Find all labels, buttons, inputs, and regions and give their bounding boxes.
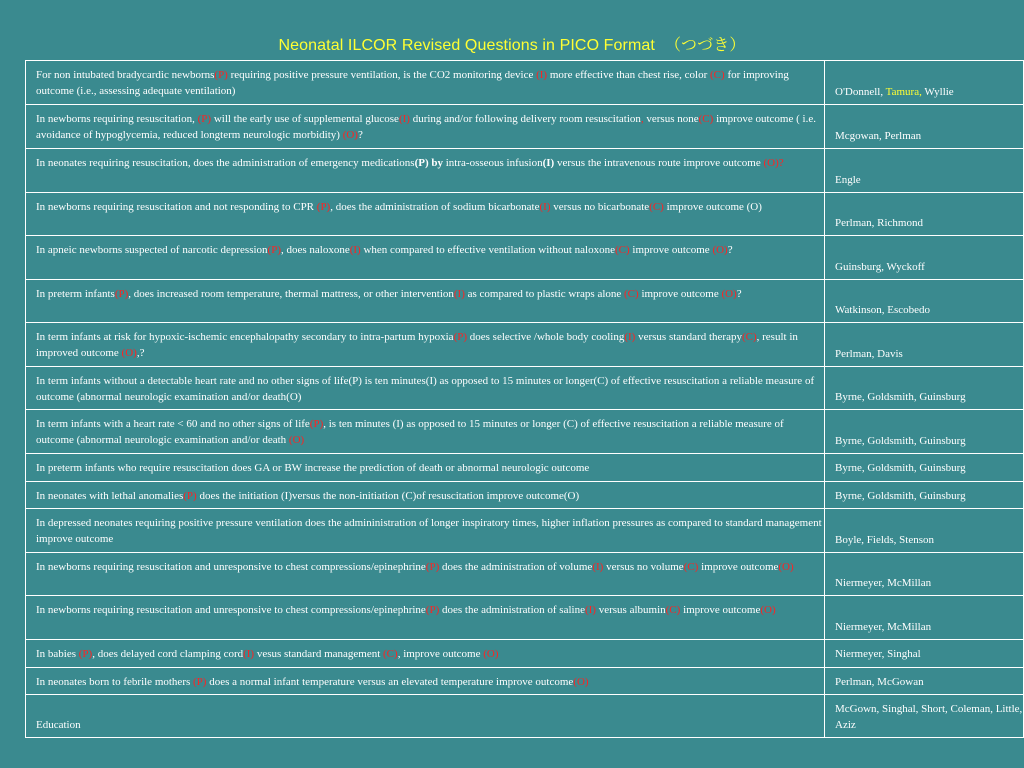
text-segment: Niermeyer, McMillan — [835, 620, 932, 633]
text-segment: In neonates requiring resuscitation, does the administration of emergency medications — [36, 157, 415, 169]
pico-marker: (P) — [453, 331, 468, 343]
pico-marker: (I) — [536, 69, 548, 81]
pico-marker: (P) by — [414, 157, 443, 169]
question-cell — [26, 193, 825, 236]
pico-marker: (C) — [665, 604, 681, 616]
text-segment: , does delayed cord clamping cord — [92, 648, 244, 660]
authors-cell — [825, 61, 1024, 105]
authors-cell — [825, 149, 1024, 193]
text-segment: In depressed neonates requiring positive pressure ventilation does the admininistration of longer inspiratory times, higher inflation pressures as compared to standard management improve outcome — [36, 517, 822, 545]
text-segment: Perlman, Davis — [835, 347, 903, 360]
authors-cell — [825, 367, 1024, 410]
highlighted-author: Tamura, — [885, 85, 922, 98]
table-row — [26, 667, 1024, 695]
pico-marker: (O) — [721, 288, 737, 300]
text-segment: In term infants without a detectable heart rate and no other signs of life(P) is ten minutes(I) as opposed to 15 minutes or longer(C) of effective resuscitation a reliable measure of outcome (abnormal neurologic examination and/or death(O) — [36, 375, 815, 403]
table-row — [26, 481, 1024, 509]
text-segment: , does the administration of sodium bicarbonate — [330, 201, 540, 213]
text-segment: Niermeyer, McMillan — [835, 576, 932, 589]
authors-cell — [825, 695, 1024, 738]
text-segment: O'Donnell, — [835, 85, 886, 98]
text-segment: ? — [357, 128, 363, 141]
text-segment: ? — [727, 244, 733, 256]
text-segment: In neonates born to febrile mothers — [36, 675, 194, 688]
text-segment: In apneic newborns suspected of narcotic depression — [36, 244, 268, 256]
table-row — [26, 367, 1024, 410]
text-segment: when compared to effective ventilation without naloxone — [360, 244, 615, 256]
pico-marker: (O) — [342, 128, 358, 141]
slide-title — [0, 32, 1024, 55]
text-segment: versus albumin — [595, 604, 666, 616]
text-segment: during and/or following delivery room resuscitation — [409, 113, 641, 125]
text-segment: Guinsburg, Wyckoff — [835, 260, 925, 273]
pico-marker: (P) — [183, 489, 197, 502]
pico-marker: (O) — [483, 648, 499, 660]
table-row — [26, 596, 1024, 640]
authors-cell — [825, 323, 1024, 367]
question-cell — [26, 105, 825, 149]
text-segment: versus the intravenous route improve outcome — [554, 157, 764, 169]
text-segment: Byrne, Goldsmith, Guinsburg — [835, 390, 966, 403]
text-segment: versus none — [643, 113, 699, 125]
text-segment: , result in improved outcome — [36, 331, 798, 359]
pico-marker: (O)? — [763, 157, 784, 169]
pico-marker: (P) — [78, 648, 93, 660]
pico-marker: (O) — [760, 604, 776, 616]
question-cell — [26, 410, 825, 454]
question-cell — [26, 553, 825, 596]
question-cell — [26, 323, 825, 367]
pico-marker: (C) — [741, 331, 757, 343]
text-segment: Mcgowan, Perlman — [835, 129, 922, 142]
text-segment: In neonates with lethal anomalies — [36, 489, 184, 502]
authors-cell — [825, 509, 1024, 553]
authors-cell — [825, 481, 1024, 509]
text-segment: In babies — [36, 648, 79, 660]
text-segment: In term infants with a heart rate < 60 and no other signs of life — [36, 418, 310, 430]
text-segment: improve outcome — [698, 561, 779, 573]
text-segment: Education — [36, 718, 81, 731]
pico-marker: (I) — [453, 288, 465, 300]
text-segment: Niermeyer, Singhal — [835, 648, 921, 660]
question-cell — [26, 667, 825, 695]
text-segment: does the administration of saline — [439, 604, 585, 616]
title-text: Neonatal ILCOR Revised Questions in PICO Format — [278, 37, 655, 54]
text-segment: Perlman, Richmond — [835, 216, 923, 229]
pico-marker: (C) — [710, 69, 725, 81]
pico-marker: (P) — [425, 561, 440, 573]
text-segment: In preterm infants — [36, 288, 115, 300]
text-segment: Perlman, McGowan — [835, 675, 924, 688]
pico-marker: (I) — [624, 331, 636, 343]
pico-marker: (P) — [214, 69, 228, 81]
pico-marker: (I) — [398, 113, 410, 125]
pico-marker: (C) — [624, 288, 639, 300]
table-row — [26, 509, 1024, 553]
text-segment: , improve outcome — [397, 648, 484, 660]
text-segment: will the early use of supplemental glucose — [211, 113, 399, 125]
text-segment: versus no bicarbonate — [550, 201, 650, 213]
authors-cell — [825, 105, 1024, 149]
text-segment: vesus standard management — [254, 648, 384, 660]
table-row — [26, 236, 1024, 280]
text-segment: For non intubated bradycardic newborns — [36, 69, 215, 81]
text-segment: ,? — [136, 346, 145, 359]
text-segment: as compared to plastic wraps alone — [464, 288, 625, 300]
table-body — [26, 61, 1024, 738]
text-segment: does a normal infant temperature versus an elevated temperature improve outcome — [206, 675, 574, 688]
text-segment: improve outcome — [680, 604, 761, 616]
text-segment: more effective than chest rise, color — [547, 69, 711, 81]
table-row — [26, 280, 1024, 323]
authors-cell — [825, 236, 1024, 280]
text-segment: does the initiation (I)versus the non-initiation (C)of resuscitation improve outcome(O) — [196, 489, 580, 502]
text-segment: In newborns requiring resuscitation and unresponsive to chest compressions/epinephrine — [36, 561, 426, 573]
authors-cell — [825, 596, 1024, 640]
pico-marker: (P) — [193, 675, 207, 688]
text-segment: Byrne, Goldsmith, Guinsburg — [835, 462, 966, 474]
text-segment: improve outcome — [638, 288, 722, 300]
authors-cell — [825, 454, 1024, 482]
table-row — [26, 149, 1024, 193]
pico-marker: (C) — [614, 244, 630, 256]
text-segment: , is ten minutes (I) as opposed to 15 minutes or longer (C) of effective resuscitation a reliable measure of outcome (abnormal neurologic examination and/or death — [36, 418, 784, 446]
authors-cell — [825, 667, 1024, 695]
text-segment: requiring positive pressure ventilation, is the CO2 monitoring device — [227, 69, 537, 81]
text-segment: Engle — [835, 173, 861, 186]
pico-marker: (P) — [316, 201, 331, 213]
question-cell — [26, 61, 825, 105]
table-row — [26, 454, 1024, 482]
pico-marker: (O) — [573, 675, 589, 688]
text-segment: for improving outcome (i.e., assessing adequate ventilation) — [36, 69, 789, 97]
pico-marker: , — [640, 113, 644, 125]
question-cell — [26, 509, 825, 553]
pico-marker: (I) — [542, 157, 555, 169]
pico-marker: (P) — [425, 604, 440, 616]
question-cell — [26, 367, 825, 410]
pico-marker: (P) — [309, 418, 324, 430]
text-segment: Byrne, Goldsmith, Guinsburg — [835, 489, 966, 502]
text-segment: , does increased room temperature, thermal mattress, or other intervention — [128, 288, 454, 300]
text-segment: McGown, Singhal, Short, Coleman, Little, Aziz — [835, 703, 1023, 731]
table-row — [26, 193, 1024, 236]
authors-cell — [825, 280, 1024, 323]
text-segment: ? — [736, 288, 742, 300]
pico-marker: (I) — [539, 201, 551, 213]
pico-questions-table — [25, 60, 1024, 738]
text-segment: versus standard therapy — [635, 331, 742, 343]
text-segment: improve outcome (O) — [663, 201, 762, 213]
authors-cell — [825, 553, 1024, 596]
text-segment: Boyle, Fields, Stenson — [835, 533, 935, 546]
text-segment: intra-osseous infusion — [443, 157, 543, 169]
question-cell — [26, 454, 825, 482]
text-segment: improve outcome — [629, 244, 713, 256]
text-segment: In preterm infants who require resuscitation does GA or BW increase the prediction of death or abnormal neurologic outcome — [36, 462, 590, 474]
pico-marker: (P) — [197, 113, 212, 125]
table-row — [26, 695, 1024, 738]
text-segment: In newborns requiring resuscitation and unresponsive to chest compressions/epinephrine — [36, 604, 426, 616]
pico-marker: (I) — [584, 604, 596, 616]
table-row — [26, 553, 1024, 596]
question-cell — [26, 280, 825, 323]
table-row — [26, 410, 1024, 454]
table-row — [26, 640, 1024, 668]
pico-marker: (P) — [267, 244, 281, 256]
text-segment: In term infants at risk for hypoxic-ischemic encephalopathy secondary to intra-partum hypoxia — [36, 331, 454, 343]
pico-marker: (O) — [288, 433, 305, 446]
pico-marker: (C) — [383, 648, 398, 660]
pico-marker: (C) — [683, 561, 699, 573]
text-segment: In newborns requiring resuscitation, — [36, 113, 198, 125]
pico-marker: (O) — [712, 244, 728, 256]
authors-cell — [825, 410, 1024, 454]
question-cell — [26, 596, 825, 640]
text-segment: , does naloxone — [281, 244, 350, 256]
authors-cell — [825, 193, 1024, 236]
question-cell — [26, 695, 825, 738]
text-segment: Byrne, Goldsmith, Guinsburg — [835, 434, 966, 447]
text-segment: versus no volume — [603, 561, 684, 573]
text-segment: improve outcome ( i.e. avoidance of hypoglycemia, reduced longterm neurologic morbidity) — [36, 113, 816, 141]
text-segment: Wyllie — [921, 85, 954, 98]
question-cell — [26, 640, 825, 668]
table-row — [26, 61, 1024, 105]
table-row — [26, 105, 1024, 149]
pico-marker: (C) — [698, 113, 714, 125]
pico-marker: (C) — [649, 201, 664, 213]
text-segment: In newborns requiring resuscitation and not responding to CPR — [36, 201, 317, 213]
pico-marker: (I) — [592, 561, 604, 573]
text-segment: Watkinson, Escobedo — [835, 303, 931, 316]
pico-marker: (P) — [114, 288, 129, 300]
question-cell — [26, 236, 825, 280]
text-segment: does the administration of volume — [439, 561, 593, 573]
pico-marker: (I) — [349, 244, 361, 256]
authors-cell — [825, 640, 1024, 668]
question-cell — [26, 149, 825, 193]
question-cell — [26, 481, 825, 509]
pico-marker: (O) — [778, 561, 794, 573]
title-continued-jp: （つづき） — [664, 37, 746, 54]
table-row — [26, 323, 1024, 367]
text-segment: does selective /whole body cooling — [467, 331, 625, 343]
pico-marker: (I) — [243, 648, 255, 660]
pico-marker: (O) — [121, 346, 137, 359]
